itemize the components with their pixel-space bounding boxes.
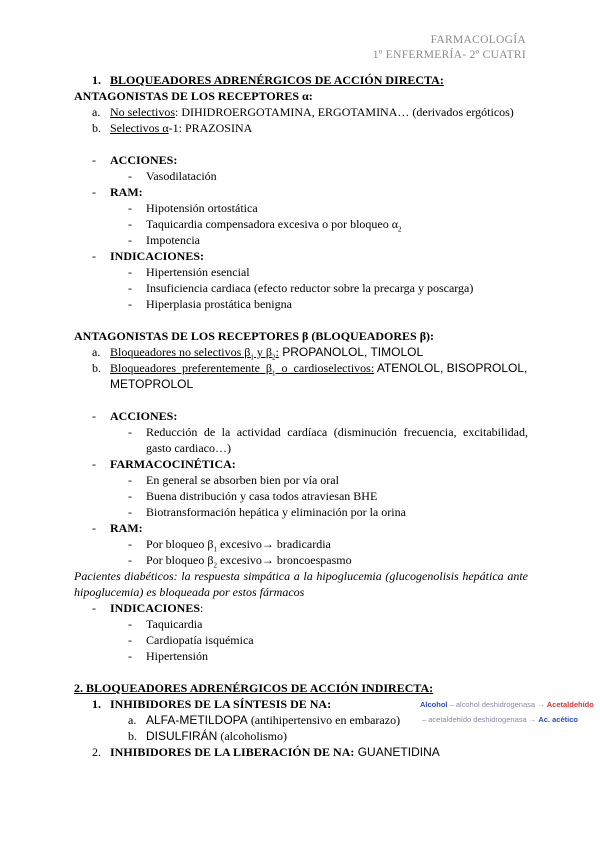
s2-item1-b-mark: b.: [128, 729, 137, 743]
bullet-dash: -: [128, 281, 132, 295]
s2-item1-b: DISULFIRÁN (alcoholismo): [146, 729, 287, 743]
alpha-ram-item: Hipotensión ortostática: [146, 201, 258, 215]
bullet-dash: -: [128, 473, 132, 487]
bullet-dash: -: [128, 265, 132, 279]
beta-b-text-cont: METOPROLOL: [110, 377, 194, 391]
alpha-b-mark: b.: [92, 121, 101, 135]
beta-indicacion-item: Taquicardia: [146, 617, 203, 631]
beta-farmaco-item: Buena distribución y casa todos atraviesan BHE: [146, 489, 378, 503]
alpha-indicacion-item: Insuficiencia cardiaca (efecto reductor sobre la precarga y poscarga): [146, 281, 474, 295]
alpha-b-label: Selectivos α: [110, 121, 169, 135]
alpha-a-text: : DIHIDROERGOTAMINA, ERGOTAMINA… (derivados ergóticos): [175, 105, 514, 119]
beta-ram-title: RAM:: [110, 521, 143, 535]
alpha-indicaciones-title: INDICACIONES:: [110, 249, 205, 263]
alcohol-note-line2: – acetaldehído deshidrogenasa → Ac. acético: [422, 715, 578, 724]
bullet-dash: -: [128, 217, 132, 231]
beta-farmaco-title: FARMACOCINÉTICA:: [110, 457, 236, 471]
beta-indicaciones-heading: INDICACIONES:: [110, 601, 204, 615]
beta-a-mark: a.: [92, 345, 101, 359]
beta-acciones-title: ACCIONES:: [110, 409, 178, 423]
section2-title: 2. BLOQUEADORES ADRENÉRGICOS DE ACCIÓN INDIRECTA:: [74, 681, 434, 695]
diabetic-note: Pacientes diabéticos: la respuesta simpática a la hipoglucemia (glucogenolisis hepática ante hipoglucemia) es bloqueada por estos fármacos: [74, 569, 528, 599]
bullet-dash: -: [128, 505, 132, 519]
alpha-ram-sub: 2: [398, 225, 402, 234]
beta-b-label: Bloqueadores preferentemente $\beta_1$ o cardioselectivos:: [110, 361, 375, 378]
bullet-dash: -: [92, 185, 96, 199]
bullet-dash: -: [128, 553, 132, 567]
bullet-dash: -: [128, 233, 132, 247]
alcohol-note-line1: Alcohol – alcohol deshidrogenasa → Acetaldehído: [420, 700, 594, 709]
s2-item1: INHIBIDORES DE LA SÍNTESIS DE NA:: [110, 697, 332, 711]
header-subject: FARMACOLOGÍA: [430, 34, 526, 46]
alpha-b-text: -1: PRAZOSINA: [168, 121, 253, 135]
beta-ram-item: Por bloqueo $\beta_2$ excesivo→ broncoespasmo: [146, 553, 352, 570]
s2-item1-a: ALFA-METILDOPA (antihipertensivo en embarazo): [146, 713, 401, 727]
beta-a-label: Bloqueadores no selectivos $\beta_1$ y $\beta_2$:: [110, 345, 279, 362]
beta-indicacion-item: Hipertensión: [146, 649, 208, 663]
s2-item1-mark: 1.: [92, 697, 101, 711]
bullet-dash: -: [128, 201, 132, 215]
alpha-b-item: [110, 120, 252, 136]
bullet-dash: -: [128, 537, 132, 551]
bullet-dash: -: [128, 633, 132, 647]
beta-heading: ANTAGONISTAS DE LOS RECEPTORES β (BLOQUEADORES β):: [74, 329, 435, 343]
alpha-ram-item: Impotencia: [146, 233, 200, 247]
bullet-dash: -: [92, 153, 96, 167]
bullet-dash: -: [128, 617, 132, 631]
header-course: 1º ENFERMERÍA- 2º CUATRI: [372, 49, 526, 61]
alpha-acciones-title: ACCIONES:: [110, 153, 178, 167]
bullet-dash: -: [128, 489, 132, 503]
alfa-metildopa: ALFA-METILDOPA: [146, 713, 248, 727]
s2-item2: INHIBIDORES DE LA LIBERACIÓN DE NA: GUANETIDINA: [110, 745, 440, 759]
beta-b-mark: b.: [92, 361, 101, 375]
alpha-a-item: [110, 104, 514, 120]
bullet-dash: -: [128, 297, 132, 311]
bullet-dash: -: [128, 649, 132, 663]
beta-a-text: PROPANOLOL, TIMOLOL: [278, 345, 424, 359]
beta-indicacion-item: Cardiopatía isquémica: [146, 633, 254, 647]
bullet-dash: -: [92, 521, 96, 535]
alpha-accion-item: Vasodilatación: [146, 169, 217, 183]
alpha-ram-text: Taquicardia compensadora excesiva o por bloqueo α: [146, 217, 399, 231]
beta-b-text: ATENOLOL, BISOPROLOL,: [374, 361, 528, 375]
section1-title: BLOQUEADORES ADRENÉRGICOS DE ACCIÓN DIRECTA:: [110, 73, 444, 87]
beta-indicaciones-title: INDICACIONES: [110, 601, 201, 615]
alpha-indicacion-item: Hiperplasia prostática benigna: [146, 297, 292, 311]
bullet-dash: -: [128, 169, 132, 183]
acetico-label: Ac. acético: [538, 715, 578, 724]
acetaldehido-label: Acetaldehído: [546, 700, 594, 709]
s2-item2-mark: 2.: [92, 745, 101, 759]
guanetidina: GUANETIDINA: [354, 745, 440, 759]
bullet-dash: -: [92, 457, 96, 471]
bullet-dash: -: [92, 601, 96, 615]
beta-accion-item: Reducción de la actividad cardíaca (disminución frecuencia, excitabilidad, gasto cardiaco…): [146, 425, 528, 455]
beta-farmaco-item: En general se absorben bien por vía oral: [146, 473, 339, 487]
alpha-indicacion-item: Hipertensión esencial: [146, 265, 250, 279]
bullet-dash: -: [92, 409, 96, 423]
alpha-ram-title: RAM:: [110, 185, 143, 199]
alcohol-label: Alcohol: [420, 700, 448, 709]
beta-ram-item: Por bloqueo $\beta_1$ excesivo→ bradicardia: [146, 537, 331, 554]
disulfiran: DISULFIRÁN: [146, 729, 218, 743]
bullet-dash: -: [128, 425, 132, 439]
alpha-a-mark: a.: [92, 105, 101, 119]
alpha-a-label: No selectivos: [110, 105, 175, 119]
alpha-heading: ANTAGONISTAS DE LOS RECEPTORES α:: [74, 89, 313, 103]
beta-farmaco-item: Biotransformación hepática y eliminación por la orina: [146, 505, 406, 519]
section1-number: 1.: [92, 73, 101, 87]
s2-item1-a-mark: a.: [128, 713, 137, 727]
bullet-dash: -: [92, 249, 96, 263]
